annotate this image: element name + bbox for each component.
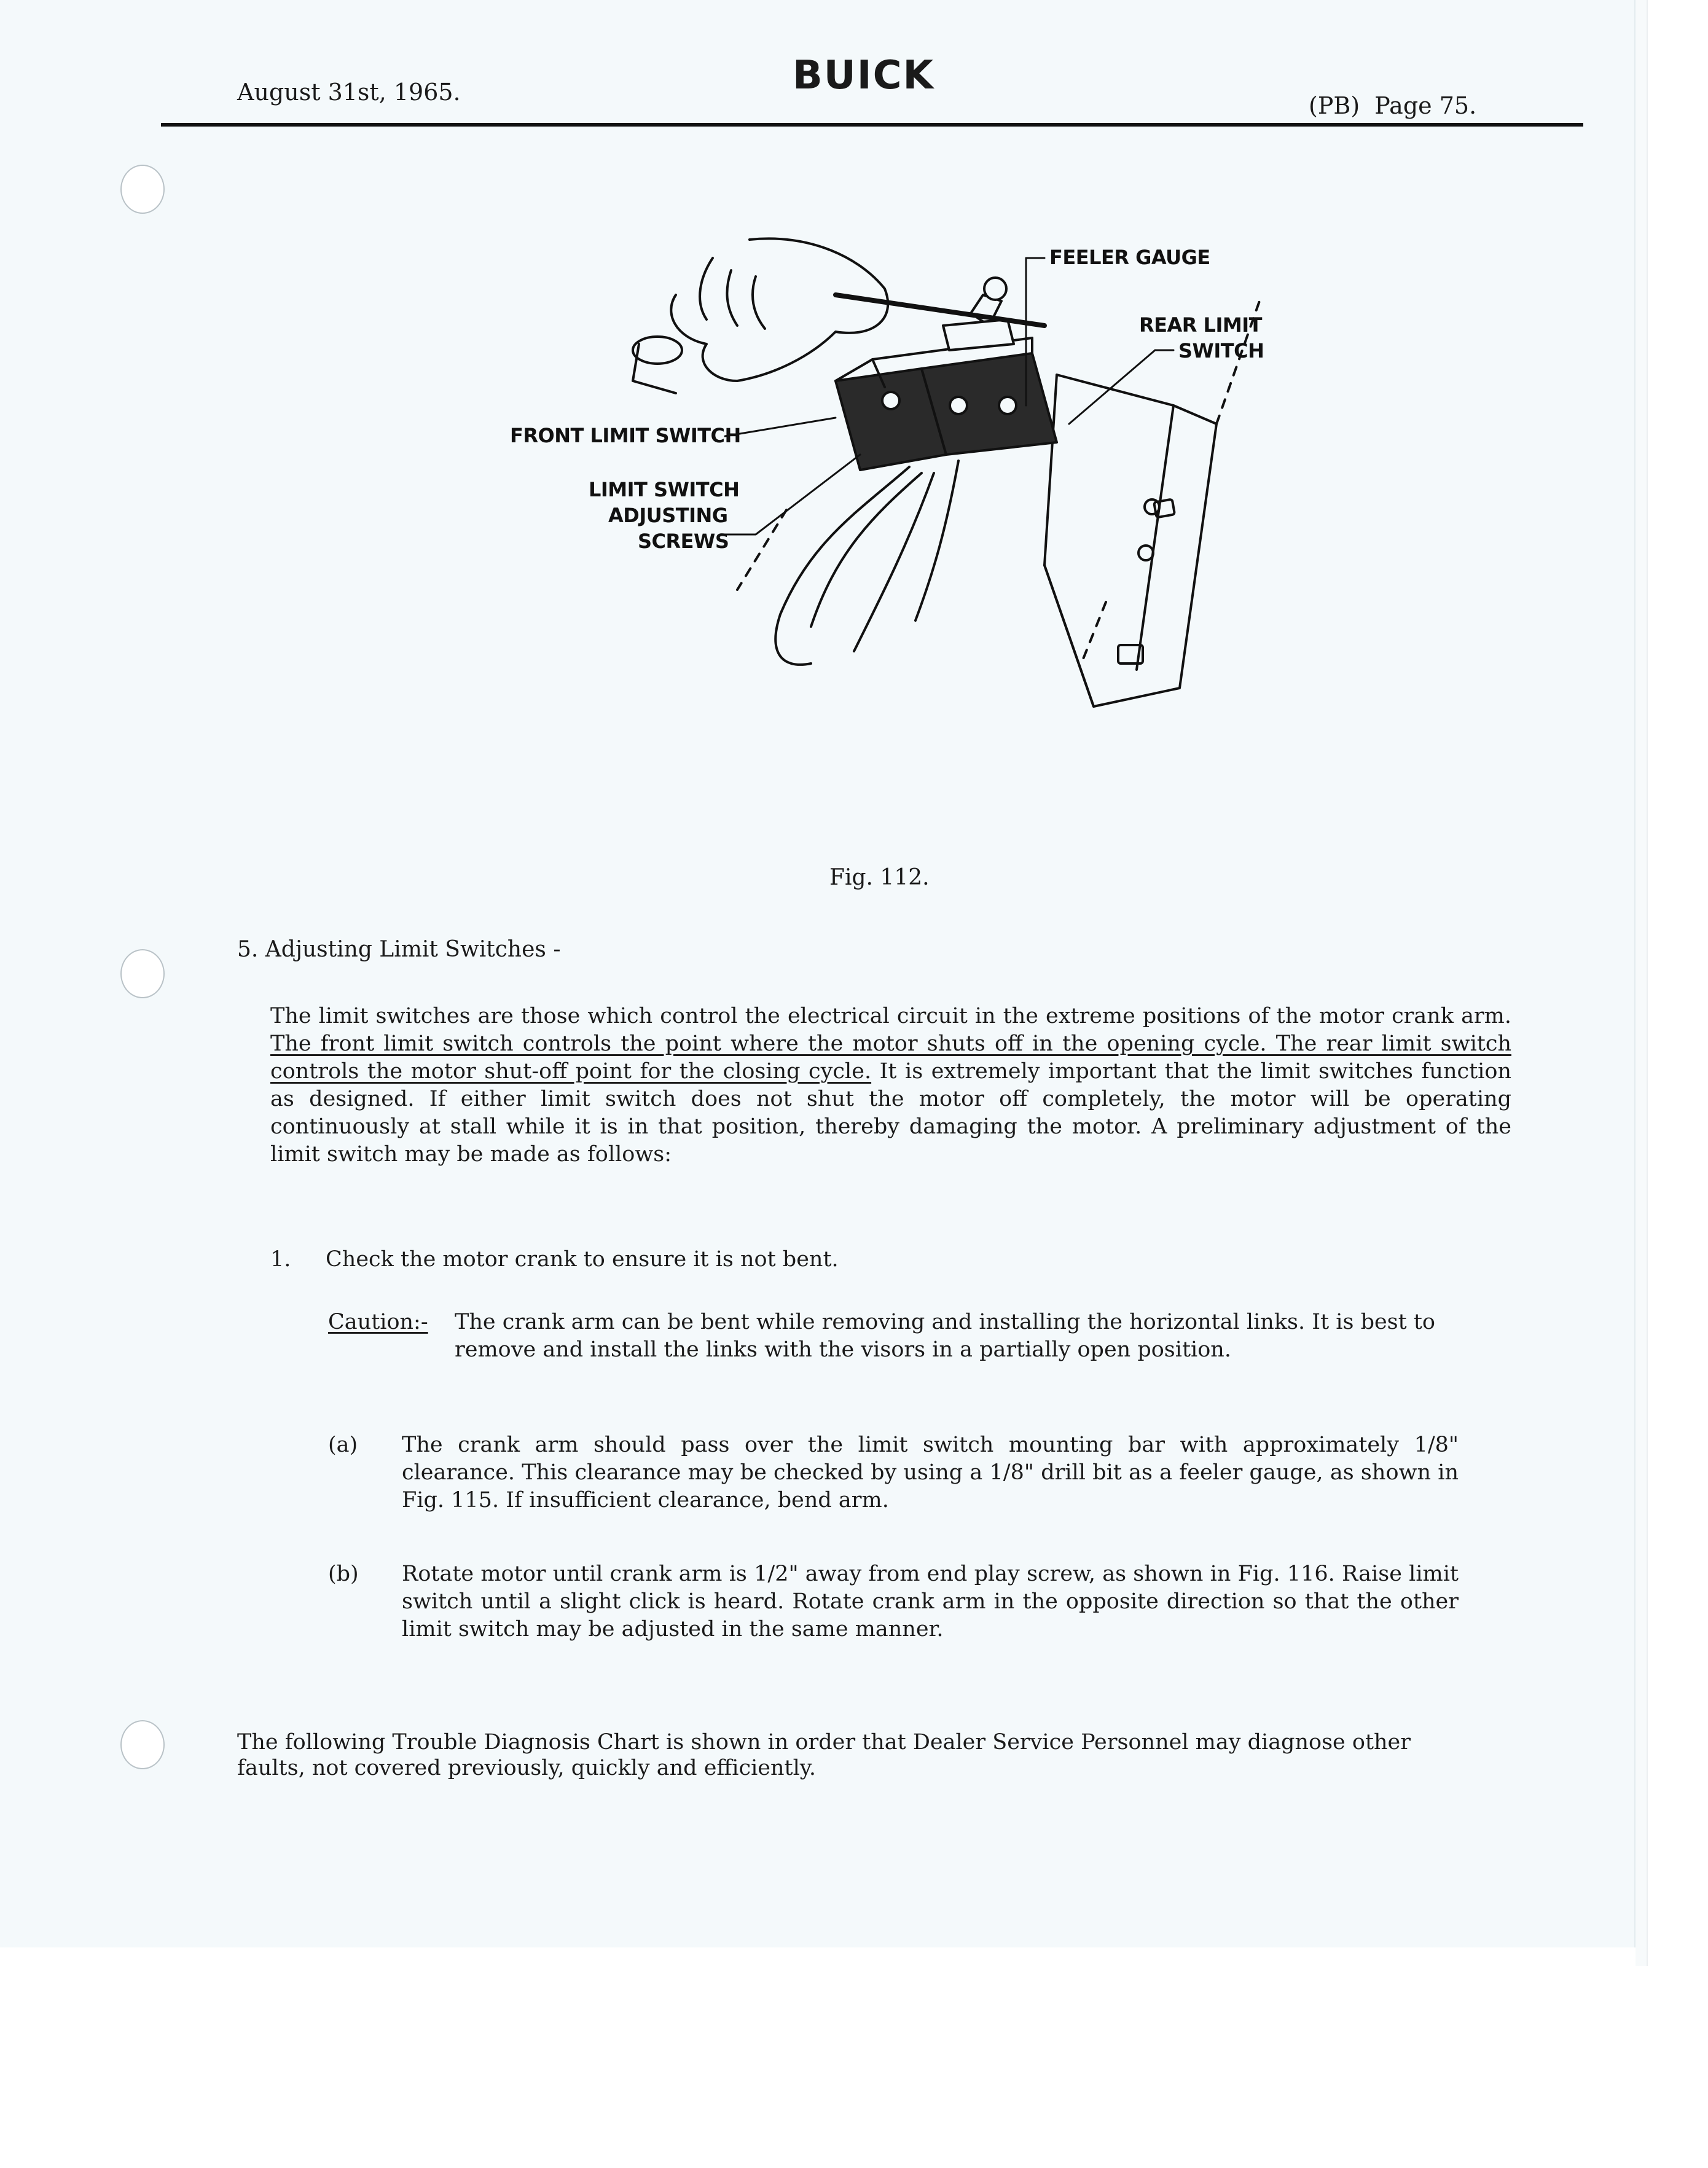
intro-underlined-text: The front limit switch controls the point where the motor shuts off in the opening cycle. The rear limit switch controls the motor shut-off point for the closing cycle. xyxy=(270,1031,1511,1084)
figure-limit-switch-illustration xyxy=(492,221,1290,731)
closing-paragraph: The following Trouble Diagnosis Chart is shown in order that Dealer Service Personnel may diagnose other faults, not covered previously, quickly and efficiently. xyxy=(237,1730,1411,1780)
label-adjusting-line1: LIMIT SWITCH xyxy=(589,478,740,501)
substep-text: Rotate motor until crank arm is 1/2" away from end play screw, as shown in Fig. 116. Raise limit switch until a slight click is heard. Rotate crank arm in the opposite direction so that the other limit switch may be adjusted in the same manner. xyxy=(402,1562,1459,1642)
intro-paragraph xyxy=(270,1003,1511,1168)
label-front-limit-switch: FRONT LIMIT SWITCH xyxy=(510,424,741,447)
step-text: Check the motor crank to ensure it is not bent. xyxy=(326,1247,839,1272)
hand xyxy=(671,238,888,381)
intro-text-b: It is extremely important that the limit switches function as designed. If either limit switch does not shut the motor off completely, the motor will be operating continuously at stall while it is in that position, thereby damaging the motor. A preliminary adjustment of the limit switch may be made as follows: xyxy=(270,1059,1511,1167)
label-rear-limit-line2: SWITCH xyxy=(1178,339,1264,362)
label-feeler-gauge: FEELER GAUGE xyxy=(1049,246,1210,269)
binder-hole xyxy=(120,949,165,998)
mounting-bracket xyxy=(1044,375,1216,706)
label-adjusting-line3: SCREWS xyxy=(638,530,729,553)
label-adjusting-line2: ADJUSTING xyxy=(608,504,728,527)
header-brand-logo: BUICK xyxy=(793,53,935,98)
header-rule xyxy=(161,123,1583,127)
substep-item xyxy=(328,1560,1495,1643)
substep-item xyxy=(328,1431,1495,1514)
figure-caption: Fig. 112. xyxy=(829,865,930,890)
limit-switch-drawing xyxy=(492,221,1290,731)
step-number: 1. xyxy=(270,1247,291,1272)
binder-hole xyxy=(120,1720,165,1769)
intro-text-a: The limit switches are those which control the electrical circuit in the extreme positions of the motor crank arm. xyxy=(270,1004,1511,1028)
caution-label: Caution:- xyxy=(328,1310,428,1334)
header-page-number: (PB) Page 75. xyxy=(1309,92,1477,119)
substep-marker: (a) xyxy=(328,1433,358,1457)
caution-text: The crank arm can be bent while removing and installing the horizontal links. It is best to remove and install the links with the visors in a partially open position. xyxy=(455,1310,1435,1362)
rear-limit-switch-body xyxy=(922,353,1057,455)
step-item xyxy=(270,1247,1376,1272)
binder-hole xyxy=(120,165,165,214)
header-date: August 31st, 1965. xyxy=(237,79,461,106)
substep-marker: (b) xyxy=(328,1562,359,1586)
label-rear-limit-line1: REAR LIMIT xyxy=(1139,313,1262,337)
substep-text: The crank arm should pass over the limit switch mounting bar with approximately 1/8" clearance. This clearance may be checked by using a 1/8" drill bit as a feeler gauge, as shown in Fig. 115. If insufficient clearance, bend arm. xyxy=(402,1433,1459,1513)
section-heading: 5. Adjusting Limit Switches - xyxy=(237,937,561,962)
caution-note xyxy=(328,1309,1495,1364)
